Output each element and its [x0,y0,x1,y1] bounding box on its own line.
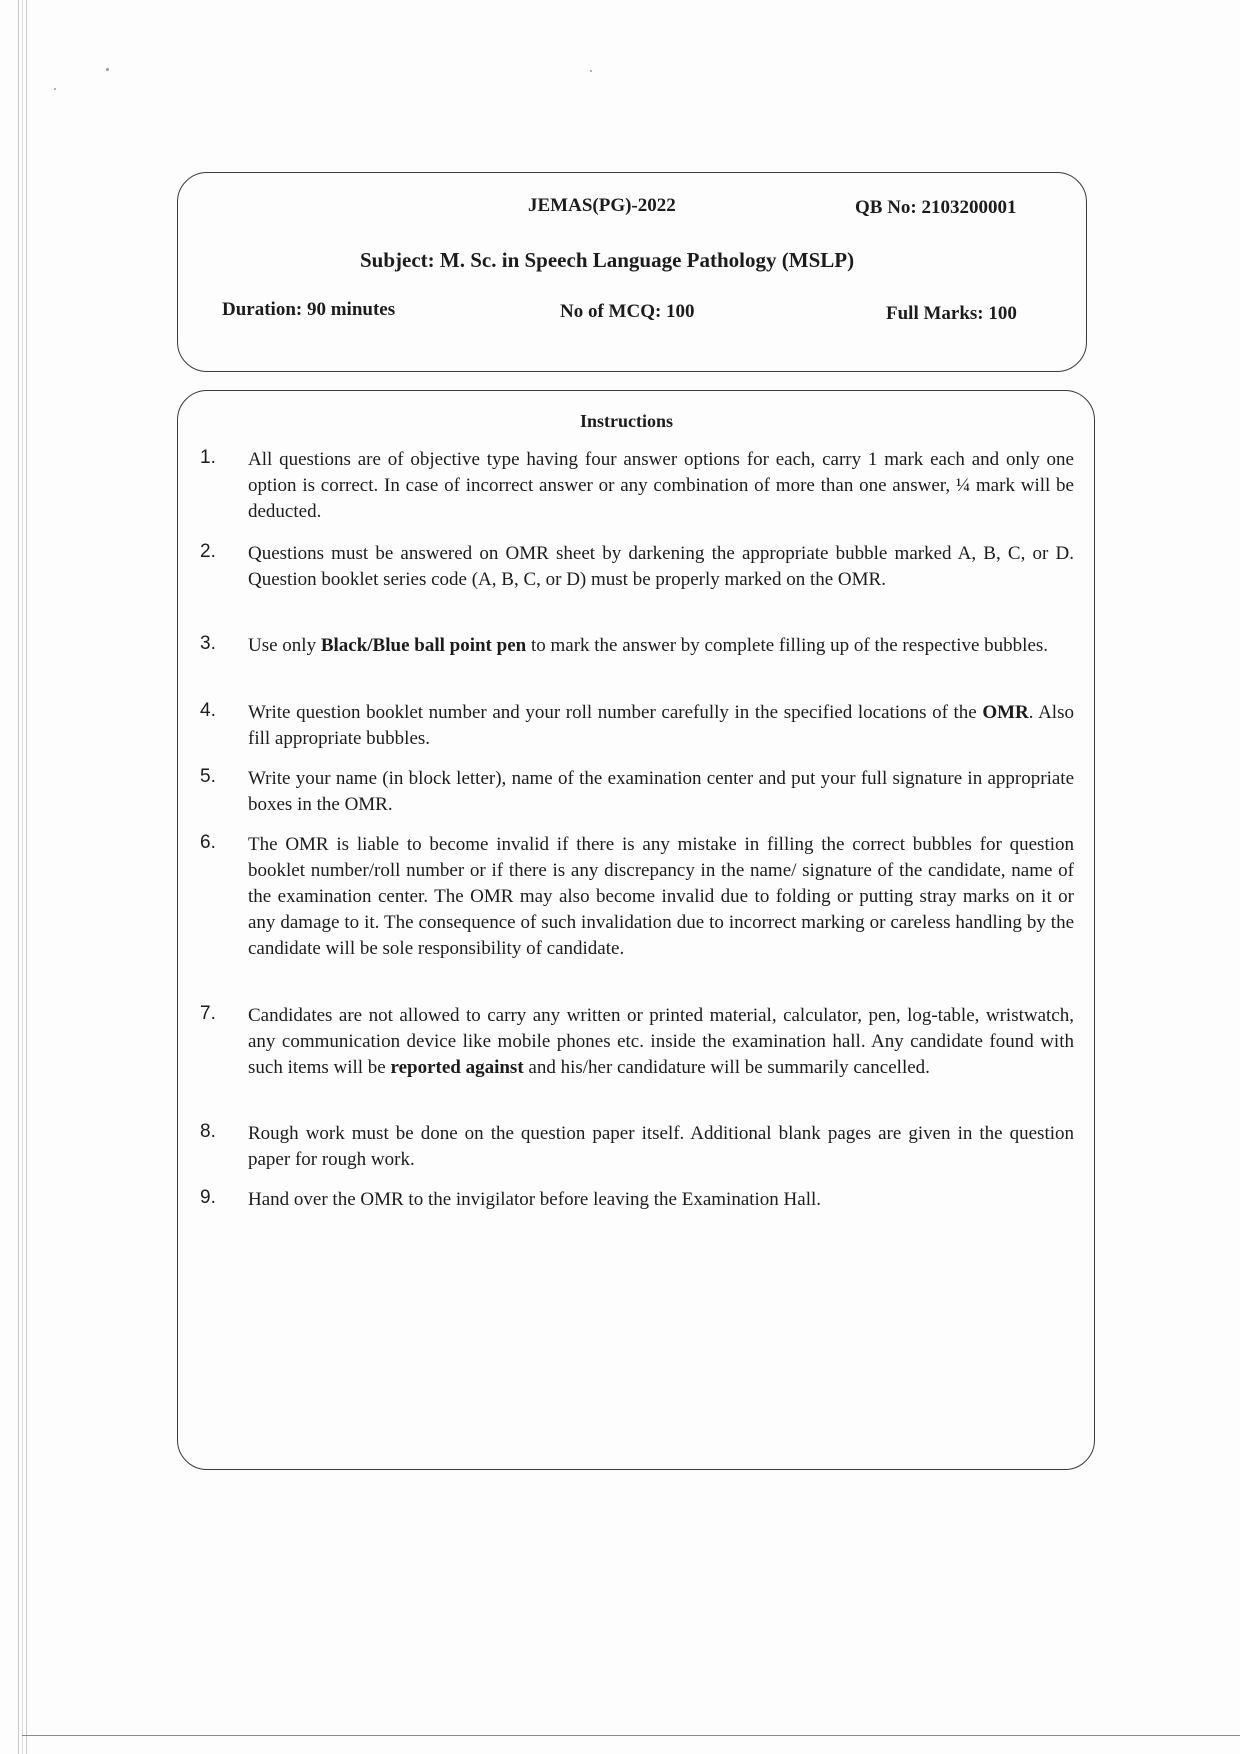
instructions-title: Instructions [580,411,674,431]
exam-name: JEMAS(PG)-2022 [528,195,676,216]
instruction-text: Hand over the OMR to the invigilator before leaving the Examination Hall. [248,1189,822,1210]
instruction-number: 2. [200,541,216,562]
exam-duration: Duration: 90 minutes [222,299,396,320]
instruction-number: 1. [200,447,216,468]
mcq-count: No of MCQ: 100 [560,301,695,322]
instruction-number: 6. [200,832,216,853]
instruction-number: 9. [200,1187,216,1208]
instruction-text: The OMR is liable to become invalid if there is any mistake in filling the correct bubbles for question booklet number/roll number or if there is any discrepancy in the name/ signature of the candidate, name of the examination center. The OMR may also become invalid due to folding or putting stray marks on it or any damage to it. The consequence of such invalidation due to incorrect marking or careless handling by the candidate will be sole responsibility of candidate. [248,834,1074,959]
instruction-text: Questions must be answered on OMR sheet by darkening the appropriate bubble marked A, B, C, or D. Question booklet series code (A, B, C, or D) must be properly marked on the OMR. [248,543,1074,590]
instruction-text: All questions are of objective type having four answer options for each, carry 1 mark each and only one option is correct. In case of incorrect answer or any combination of more than one answer, ¼ mark will be deducted. [248,449,1074,522]
instruction-number: 7. [200,1003,216,1024]
instruction-text: Rough work must be done on the question paper itself. Additional blank pages are given in the question paper for rough work. [248,1123,1074,1170]
instruction-number: 3. [200,633,216,654]
instruction-number: 4. [200,700,216,721]
instruction-number: 5. [200,766,216,787]
instruction-text: Write question booklet number and your roll number carefully in the specified locations of the OMR. Also fill appropriate bubbles. [248,702,1074,749]
subject-title: Subject: M. Sc. in Speech Language Pathology (MSLP) [360,248,855,272]
instruction-text: Use only Black/Blue ball point pen to mark the answer by complete filling up of the respective bubbles. [248,635,1049,656]
instruction-text: Candidates are not allowed to carry any written or printed material, calculator, pen, log-table, wristwatch, any communication device like mobile phones etc. inside the examination hall. Any candidate found with such items will be reported against and his/her candidature will be summarily cancelled. [248,1005,1074,1078]
instruction-number: 8. [200,1121,216,1142]
question-booklet-number: QB No: 2103200001 [855,197,1017,218]
full-marks: Full Marks: 100 [886,303,1017,324]
instruction-text: Write your name (in block letter), name of the examination center and put your full signature in appropriate boxes in the OMR. [248,768,1074,815]
